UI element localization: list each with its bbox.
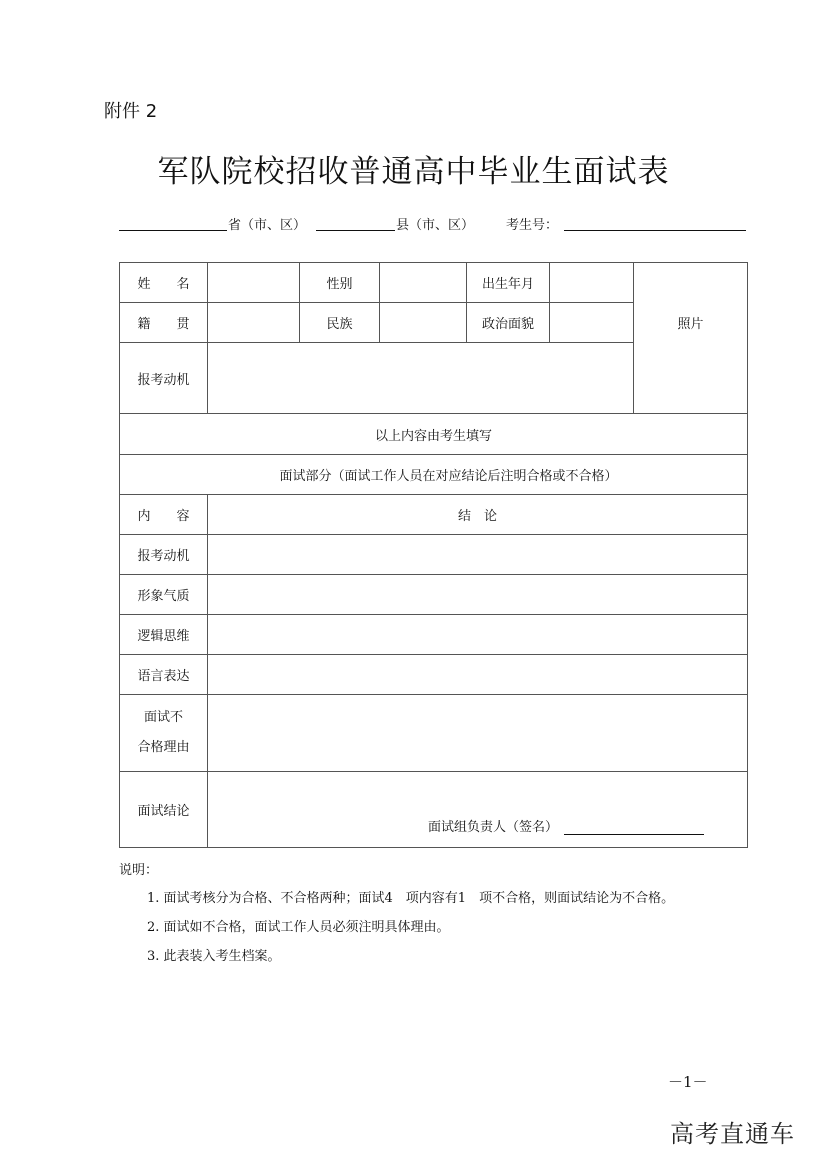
birth-field[interactable] [550,263,634,303]
gender-label: 性别 [300,263,380,303]
item-logic-result[interactable] [208,615,748,655]
fail-reason-label [120,695,208,772]
name-label: 姓 名 [120,263,208,303]
birth-label: 出生年月 [467,263,550,303]
item-motivation-result[interactable] [208,535,748,575]
native-place-field[interactable] [208,303,300,343]
result-label: 面试结论 [120,772,208,848]
province-field[interactable] [119,230,227,231]
content-column-header: 内 容 [120,495,208,535]
item-appearance-label: 形象气质 [120,575,208,615]
item-motivation-label: 报考动机 [120,535,208,575]
motivation-field[interactable] [208,343,634,414]
exam-number-label: 考生号： [506,218,559,233]
ethnicity-field[interactable] [380,303,467,343]
note-item-3: 3. 此表装入考生档案。 [147,949,281,964]
signature-label: 面试组负责人（签名） [428,820,559,835]
native-place-label: 籍 贯 [120,303,208,343]
item-expression-label: 语言表达 [120,655,208,695]
section-note: 以上内容由考生填写 [120,414,748,455]
province-label: 省（市、区） [228,218,307,233]
photo-label: 照片 [677,316,704,332]
note-item-2: 2. 面试如不合格，面试工作人员必须注明具体理由。 [147,920,450,935]
fail-reason-line-2: 合格理由 [137,740,190,755]
county-field[interactable] [316,230,395,231]
conclusion-column-header: 结 论 [208,495,748,535]
result-field[interactable] [208,772,748,848]
gender-field[interactable] [380,263,467,303]
page-title: 军队院校招收普通高中毕业生面试表 [157,154,670,190]
item-appearance-result[interactable] [208,575,748,615]
name-field[interactable] [208,263,300,303]
photo-cell[interactable] [634,263,748,414]
fail-reason-line-1: 面试不 [143,710,183,725]
political-status-field[interactable] [550,303,634,343]
exam-number-field[interactable] [564,230,746,231]
brand-watermark: 高考直通车 [670,1120,795,1148]
attachment-label: 附件 2 [104,101,158,122]
item-logic-label: 逻辑思维 [120,615,208,655]
interview-form-table [119,262,748,848]
ethnicity-label: 民族 [300,303,380,343]
county-label: 县（市、区） [396,218,475,233]
motivation-label: 报考动机 [120,343,208,414]
page-number: －1－ [668,1073,708,1091]
notes-title: 说明： [119,863,159,878]
item-expression-result[interactable] [208,655,748,695]
interview-section-header: 面试部分（面试工作人员在对应结论后注明合格或不合格） [120,455,748,495]
political-status-label: 政治面貌 [467,303,550,343]
note-item-1: 1. 面试考核分为合格、不合格两种；面试4 项内容有1 项不合格，则面试结论为不合格。 [147,891,675,906]
fail-reason-field[interactable] [208,695,748,772]
signature-block [428,816,704,835]
signature-field[interactable] [564,820,704,835]
